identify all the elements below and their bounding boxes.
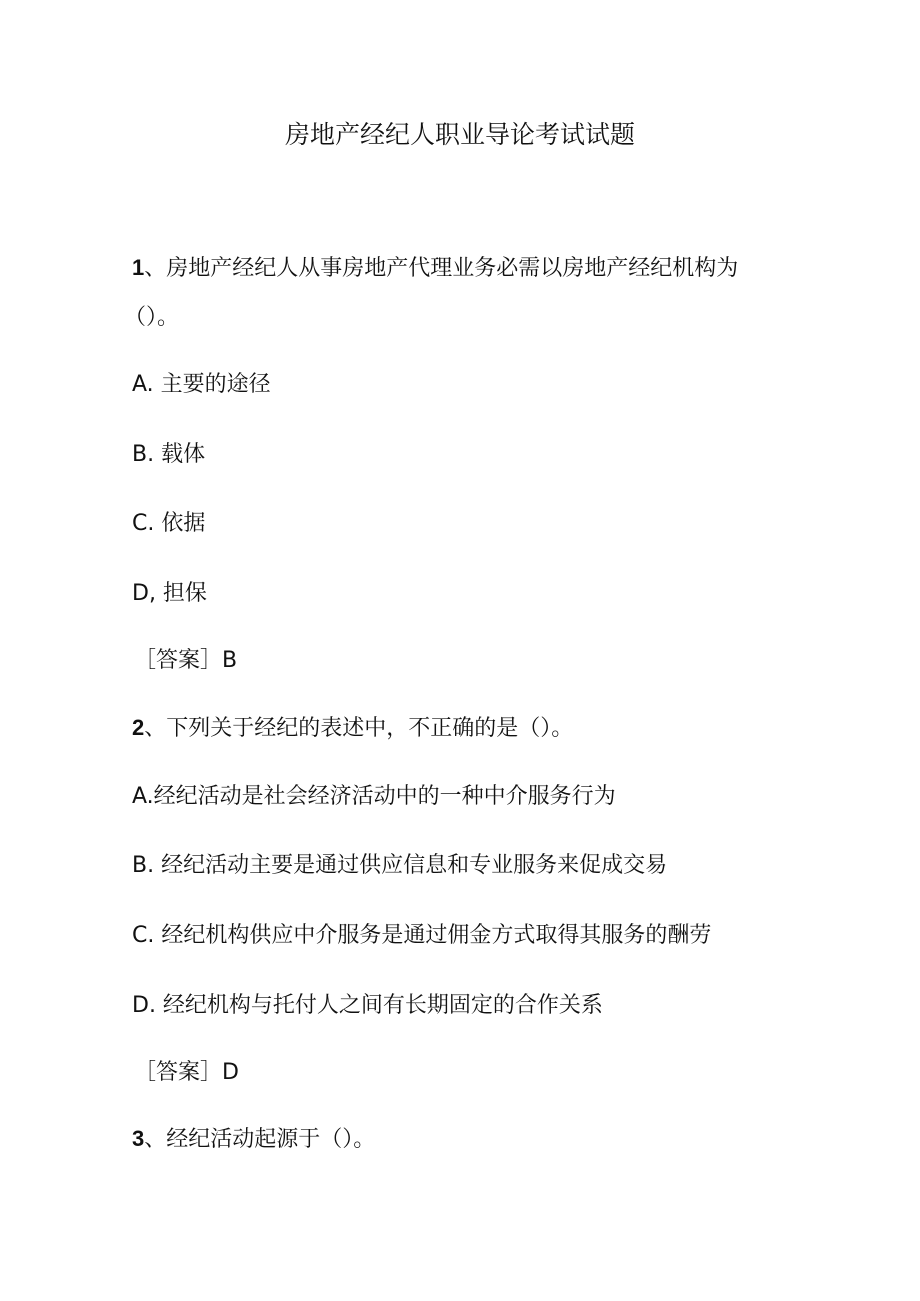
- question-text: 、下列关于经纪的表述中，不正确的是（）。: [144, 716, 574, 741]
- question-1-option-b: B. 载体: [132, 442, 206, 467]
- question-1-option-c: C. 依据: [132, 511, 206, 536]
- question-number: 1: [132, 255, 145, 280]
- question-number: 3: [132, 1126, 145, 1151]
- question-text: 、房地产经纪人从事房地产代理业务必需以房地产经纪机构为: [144, 256, 739, 281]
- question-2-stem: [132, 713, 573, 744]
- question-3-stem: [132, 1124, 375, 1155]
- question-2-option-c: C. 经纪机构供应中介服务是通过佣金方式取得其服务的酬劳: [132, 923, 712, 948]
- question-1-option-d: D, 担保: [132, 581, 207, 606]
- question-2-answer: ［答案］D: [134, 1060, 239, 1085]
- question-1-option-a: A. 主要的途径: [132, 372, 271, 397]
- question-1-answer: ［答案］B: [134, 648, 238, 673]
- question-text: 、经纪活动起源于（）。: [144, 1127, 376, 1152]
- document-title: 房地产经纪人职业导论考试试题: [284, 120, 635, 149]
- question-1-stem: [132, 253, 738, 284]
- question-2-option-d: D. 经纪机构与托付人之间有长期固定的合作关系: [132, 993, 603, 1018]
- question-number: 2: [132, 715, 145, 740]
- question-1-stem-cont: （）。: [124, 305, 180, 330]
- question-2-option-a: A.经纪活动是社会经济活动中的一种中介服务行为: [132, 784, 616, 809]
- question-2-option-b: B. 经纪活动主要是通过供应信息和专业服务来促成交易: [132, 853, 668, 878]
